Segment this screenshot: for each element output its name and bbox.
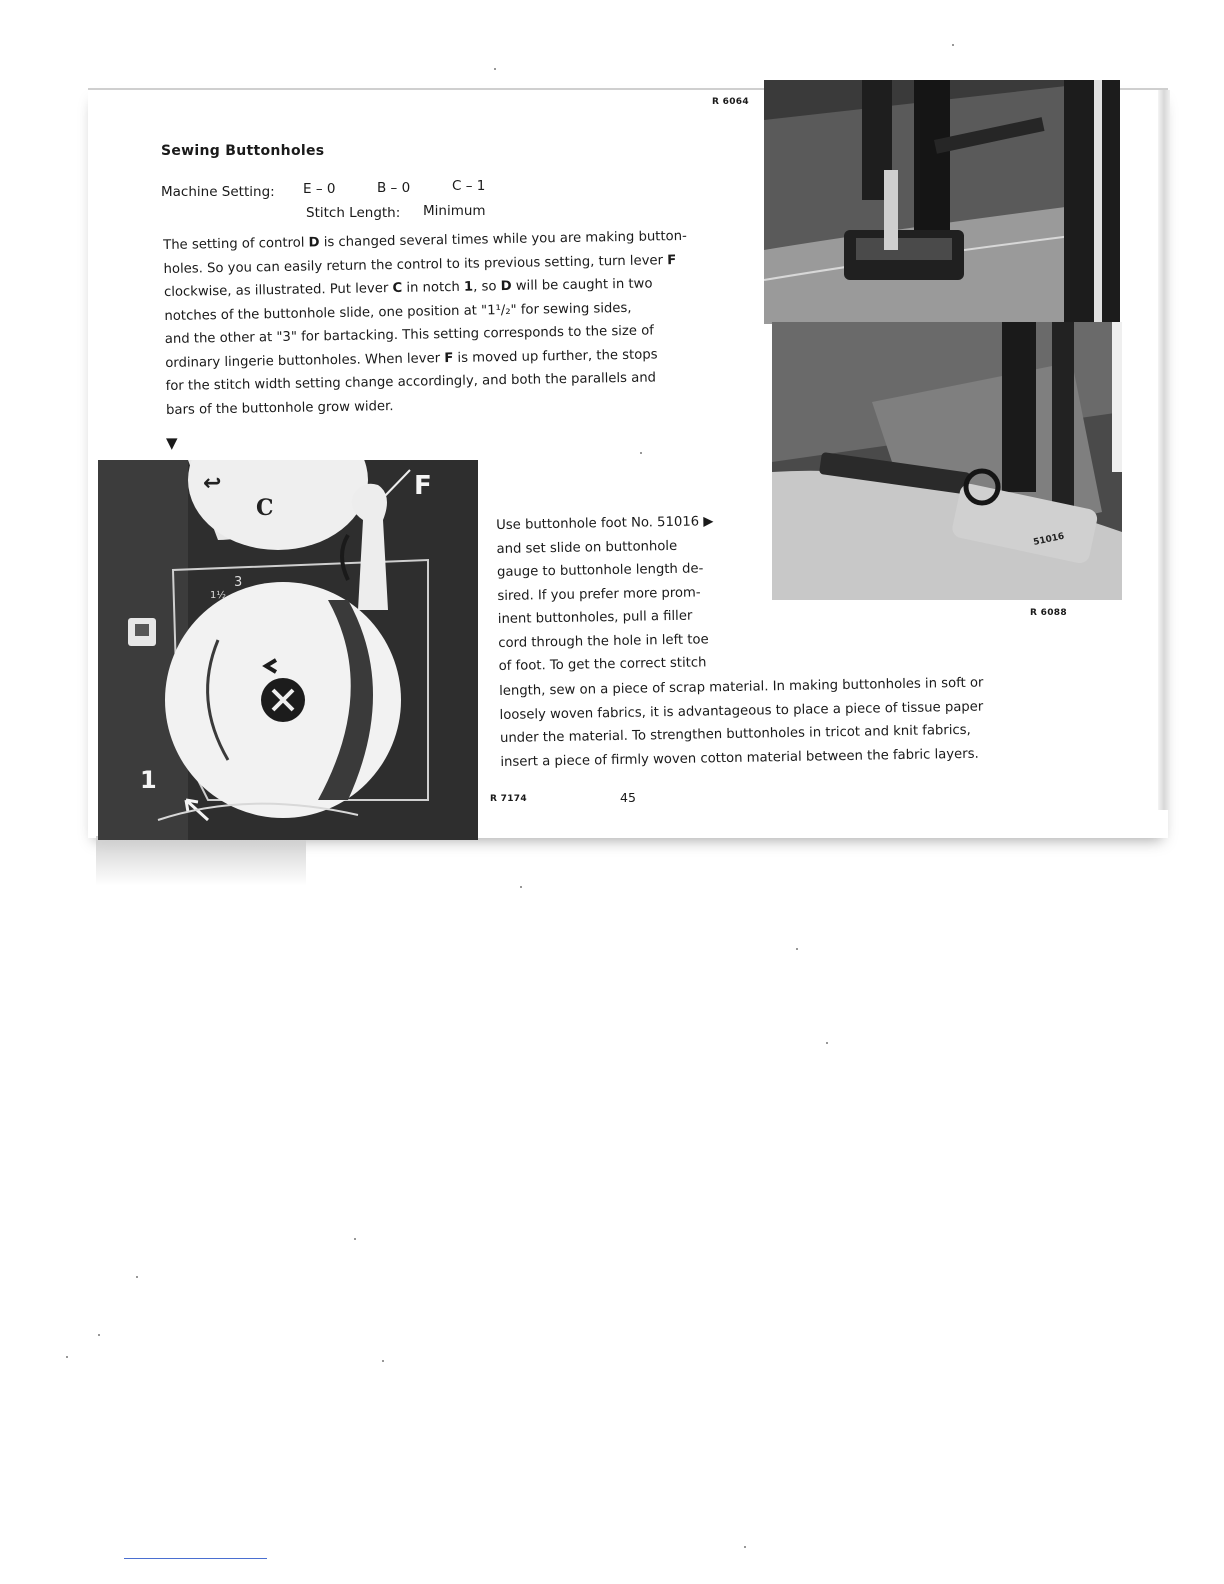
stitch-length-label: Stitch Length:: [306, 205, 401, 221]
page-bottom-shadow: [96, 836, 306, 886]
scan-speck: [382, 1360, 384, 1362]
instruction-line: The setting of control D is changed several times while you are making button-: [163, 228, 687, 253]
setting-b: B – 0: [377, 180, 411, 196]
setting-c: C – 1: [452, 178, 486, 194]
foot-instruction-line: of foot. To get the correct stitch: [498, 655, 707, 674]
instructions-paragraph: [163, 225, 690, 422]
photo-control-dial: [98, 460, 478, 840]
instruction-line: and the other at "3" for bartacking. This setting corresponds to the size of: [164, 323, 654, 347]
ref-right-photo: R 6088: [1030, 608, 1067, 618]
ref-left-photo: R 7174: [490, 794, 527, 804]
down-arrow-icon: ▼: [166, 434, 178, 452]
setting-e: E – 0: [303, 181, 336, 197]
foot-instruction-line: sired. If you prefer more prom-: [497, 584, 701, 604]
foot-instruction-line: under the material. To strengthen buttonholes in tricot and knit fabrics,: [499, 722, 971, 746]
lever-f-label: F: [414, 471, 432, 501]
presser-foot-illustration: [764, 80, 1120, 324]
buttonhole-foot-illustration: [772, 322, 1122, 600]
blue-underline: [124, 1558, 267, 1559]
scan-speck: [520, 886, 522, 888]
dial-letter-c: C: [256, 495, 274, 521]
scan-speck: [354, 1238, 356, 1240]
dial-tick-1: 1½: [210, 590, 227, 601]
instruction-line: for the stitch width setting change accordingly, and both the parallels and: [165, 370, 657, 394]
machine-setting-label: Machine Setting:: [161, 184, 275, 200]
scan-speck: [98, 1334, 100, 1336]
instruction-line: clockwise, as illustrated. Put lever C in notch 1, so D will be caught in two: [163, 276, 653, 300]
svg-text:↩: ↩: [203, 471, 222, 496]
foot-instructions-wide: [499, 672, 985, 774]
foot-instruction-line: length, sew on a piece of scrap material. In making buttonholes in soft or: [499, 675, 984, 699]
foot-instruction-line: loosely woven fabrics, it is advantageous to place a piece of tissue paper: [499, 699, 984, 723]
foot-instruction-line: Use buttonhole foot No. 51016 ▶: [496, 514, 714, 533]
page-edge-shadow: [1158, 90, 1170, 810]
scan-speck: [826, 1042, 828, 1044]
scan-speck: [744, 1546, 746, 1548]
scan-speck: [136, 1276, 138, 1278]
scan-speck: [952, 44, 954, 46]
stitch-length-value: Minimum: [423, 203, 486, 219]
foot-instruction-line: and set slide on buttonhole: [496, 538, 678, 557]
scan-speck: [494, 68, 496, 70]
foot-instruction-line: inent buttonholes, pull a filler: [497, 608, 693, 627]
ref-top-photo: R 6064: [712, 97, 749, 107]
scan-speck: [640, 452, 642, 454]
scan-speck: [66, 1356, 68, 1358]
foot-stamp-label: 51016: [1032, 531, 1066, 548]
page-number: 45: [620, 790, 636, 805]
dial-tick-3: 3: [234, 575, 243, 590]
instruction-line: holes. So you can easily return the control to its previous setting, turn lever F: [163, 252, 677, 277]
notch-1-label: 1: [140, 766, 157, 794]
control-dial-illustration: [98, 460, 478, 840]
photo-buttonhole-foot: [772, 322, 1122, 600]
scan-speck: [796, 948, 798, 950]
foot-instruction-line: gauge to buttonhole length de-: [496, 561, 704, 580]
foot-instructions-narrow: [496, 510, 716, 678]
foot-instruction-line: cord through the hole in left toe: [498, 631, 709, 651]
section-heading: Sewing Buttonholes: [161, 143, 325, 159]
photo-presser-foot: [764, 80, 1120, 324]
instruction-line: ordinary lingerie buttonholes. When lever F is moved up further, the stops: [165, 346, 658, 371]
foot-instruction-line: insert a piece of firmly woven cotton material between the fabric layers.: [500, 746, 979, 770]
instruction-line: notches of the buttonhole slide, one position at "1¹/₂" for sewing sides,: [164, 300, 632, 324]
instruction-line: bars of the buttonhole grow wider.: [165, 398, 394, 418]
